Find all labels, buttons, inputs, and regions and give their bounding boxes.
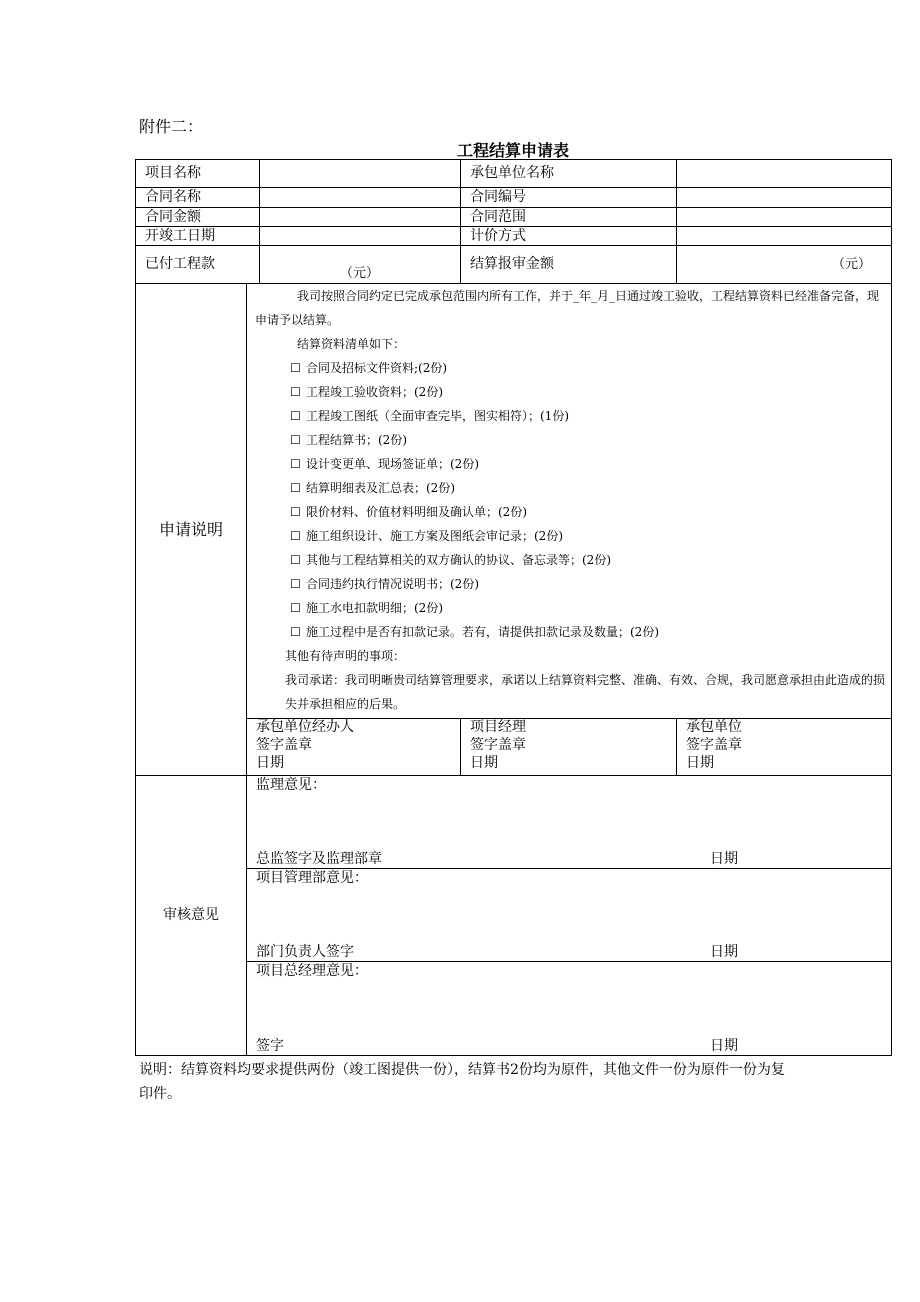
value-pricing[interactable] xyxy=(676,226,892,246)
list-item: ☐ 工程结算书；(2份) xyxy=(255,428,885,452)
supervision-sign: 总监签字及监理部章 xyxy=(256,851,382,867)
list-item: ☐ 限价材料、价值材料明细及确认单；(2份) xyxy=(255,500,885,524)
label-contract-no: 合同编号 xyxy=(460,187,677,208)
review-label: 审核意见 xyxy=(135,775,247,1056)
label-paid: 已付工程款 xyxy=(135,245,260,284)
value-paid[interactable] xyxy=(259,245,461,284)
list-title: 结算资料清单如下： xyxy=(297,337,406,351)
label-submitted-amount: 结算报审金额 xyxy=(460,245,677,284)
attachment-label: 附件二： xyxy=(139,117,204,136)
checkbox-icon[interactable]: ☐ xyxy=(290,625,301,639)
list-item: ☐ 结算明细表及汇总表；(2份) xyxy=(255,476,885,500)
pm-department-opinion[interactable] xyxy=(246,868,892,962)
gm-title: 项目总经理意见： xyxy=(256,963,368,979)
list-item: ☐ 设计变更单、现场签证单；(2份) xyxy=(255,452,885,476)
unit-yuan: （元） xyxy=(340,266,380,281)
value-contract-name[interactable] xyxy=(259,187,461,208)
checkbox-icon[interactable]: ☐ xyxy=(290,481,301,495)
gm-date: 日期 xyxy=(710,1038,738,1054)
form-title: 工程结算申请表 xyxy=(456,141,569,160)
supervision-opinion[interactable] xyxy=(246,775,892,869)
label-project-name: 项目名称 xyxy=(135,159,260,188)
list-item: ☐ 施工水电扣款明细；(2份) xyxy=(255,596,885,620)
value-project-name[interactable] xyxy=(259,159,461,188)
unit-yuan-2: （元） xyxy=(831,257,871,272)
promise-text: 我司承诺：我司明晰贵司结算管理要求，承诺以上结算资料完整、准确、有效、合规，我司愿意承担由此造成的损失并承担相应的后果。 xyxy=(285,673,886,711)
value-contract-no[interactable] xyxy=(676,187,892,208)
checkbox-icon[interactable]: ☐ xyxy=(290,553,301,567)
list-item: ☐ 施工过程中是否有扣款记录。若有，请提供扣款记录及数量；(2份) xyxy=(255,620,885,644)
application-text xyxy=(255,284,885,716)
gm-sign: 签字 xyxy=(256,1038,284,1054)
value-contractor-name[interactable] xyxy=(676,159,892,188)
application-label: 申请说明 xyxy=(135,283,247,776)
value-submitted-amount[interactable] xyxy=(676,245,892,284)
pm-department-title: 项目管理部意见： xyxy=(256,870,368,886)
list-item: ☐ 工程竣工验收资料；(2份) xyxy=(255,380,885,404)
checkbox-icon[interactable]: ☐ xyxy=(290,577,301,591)
checkbox-icon[interactable]: ☐ xyxy=(290,385,301,399)
other-statements: 其他有待声明的事项： xyxy=(285,649,406,663)
label-contract-amount: 合同金额 xyxy=(135,207,260,227)
label-contract-scope: 合同范围 xyxy=(460,207,677,227)
pm-department-sign: 部门负责人签字 xyxy=(256,944,354,960)
checkbox-icon[interactable]: ☐ xyxy=(290,601,301,615)
value-contract-amount[interactable] xyxy=(259,207,461,227)
signer-contractor[interactable]: 承包单位 签字盖章 日期 xyxy=(676,718,892,776)
label-pricing: 计价方式 xyxy=(460,226,677,246)
checkbox-icon[interactable]: ☐ xyxy=(290,457,301,471)
supervision-title: 监理意见： xyxy=(256,777,326,793)
value-dates[interactable] xyxy=(259,226,461,246)
list-item: ☐ 合同违约执行情况说明书；(2份) xyxy=(255,572,885,596)
checkbox-icon[interactable]: ☐ xyxy=(290,505,301,519)
list-item: ☐ 合同及招标文件资料;(2份) xyxy=(255,356,885,380)
footnote: 说明：结算资料均要求提供两份（竣工图提供一份），结算书2份均为原件，其他文件一份为原件一份为复印件。 xyxy=(139,1062,785,1102)
application-intro: 我司按照合同约定已完成承包范围内所有工作，并于_年_月_日通过竣工验收，工程结算资料已经准备完备，现申请予以结算。 xyxy=(255,289,880,327)
value-contract-scope[interactable] xyxy=(676,207,892,227)
checkbox-icon[interactable]: ☐ xyxy=(290,433,301,447)
signer-contractor-agent[interactable]: 承包单位经办人 签字盖章 日期 xyxy=(246,718,461,776)
label-contractor-name: 承包单位名称 xyxy=(460,159,677,188)
list-item: ☐ 其他与工程结算相关的双方确认的协议、备忘录等；(2份) xyxy=(255,548,885,572)
checkbox-icon[interactable]: ☐ xyxy=(290,529,301,543)
list-item: ☐ 工程竣工图纸（全面审查完毕，图实相符）；(1份) xyxy=(255,404,885,428)
label-dates: 开竣工日期 xyxy=(135,226,260,246)
checkbox-icon[interactable]: ☐ xyxy=(290,409,301,423)
label-contract-name: 合同名称 xyxy=(135,187,260,208)
gm-opinion[interactable] xyxy=(246,961,892,1056)
supervision-date: 日期 xyxy=(710,851,738,867)
list-item: ☐ 施工组织设计、施工方案及图纸会审记录；(2份) xyxy=(255,524,885,548)
pm-department-date: 日期 xyxy=(710,944,738,960)
checkbox-icon[interactable]: ☐ xyxy=(290,361,301,375)
signer-project-manager[interactable]: 项目经理 签字盖章 日期 xyxy=(460,718,677,776)
